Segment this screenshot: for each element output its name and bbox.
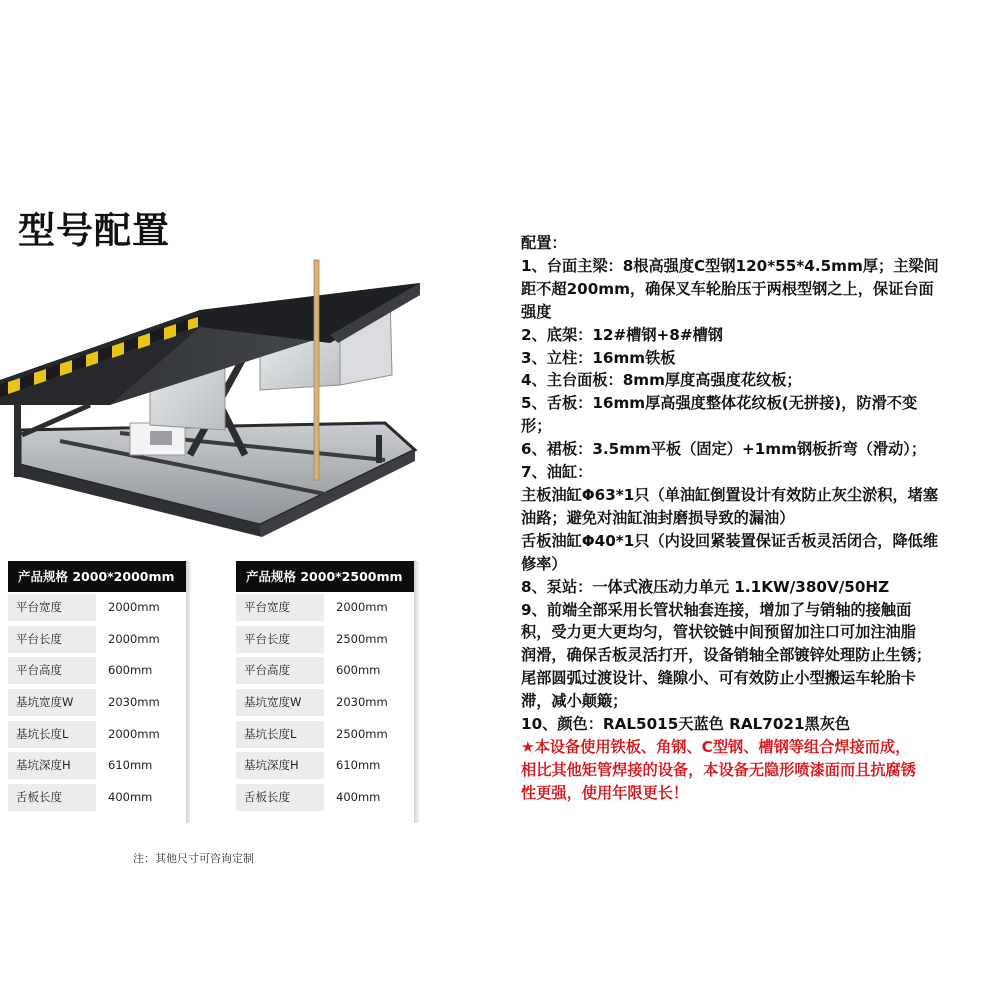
row-label: 平台长度 xyxy=(8,626,96,653)
config-line: 尾部圆弧过渡设计、缝隙小、可有效防止小型搬运车轮胎卡 xyxy=(521,669,916,688)
row-value: 2500mm xyxy=(336,631,388,646)
table-row xyxy=(236,624,414,656)
row-label: 舌板长度 xyxy=(236,784,324,811)
row-value: 610mm xyxy=(336,758,381,773)
row-label: 平台高度 xyxy=(8,657,96,684)
table-row xyxy=(236,687,414,719)
table-row xyxy=(8,687,186,719)
config-line: 修率） xyxy=(521,554,567,573)
row-label: 基坑长度L xyxy=(236,721,324,748)
table-row xyxy=(8,592,186,624)
config-line: 润滑，确保舌板灵活打开，设备销轴全部镀锌处理防止生锈； xyxy=(521,646,932,665)
config-line: 2、底架：12#槽钢+8#槽钢 xyxy=(521,325,723,344)
row-value: 400mm xyxy=(108,790,153,805)
row-value: 2030mm xyxy=(336,695,388,710)
row-value: 610mm xyxy=(108,758,153,773)
config-line: 4、主台面板：8mm厚度高强度花纹板； xyxy=(521,371,802,390)
row-label: 基坑长度L xyxy=(8,721,96,748)
config-line: 滞，减小颠簸； xyxy=(521,692,628,711)
page-title: 型号配置 xyxy=(18,209,170,252)
table-row xyxy=(8,655,186,687)
spec-table-header: 产品规格 2000*2000mm xyxy=(8,561,186,592)
config-line: 7、油缸： xyxy=(521,463,593,482)
spec-table-header: 产品规格 2000*2500mm xyxy=(236,561,414,592)
row-value: 2500mm xyxy=(336,726,388,741)
row-value: 400mm xyxy=(336,790,381,805)
row-value: 2000mm xyxy=(108,631,160,646)
row-value: 600mm xyxy=(336,663,381,678)
row-value: 2000mm xyxy=(336,600,388,614)
row-label: 平台高度 xyxy=(236,657,324,684)
config-line: 强度 xyxy=(521,302,552,321)
table-divider xyxy=(186,561,192,823)
row-value: 600mm xyxy=(108,663,153,678)
custom-size-note: 注：其他尺寸可咨询定制 xyxy=(133,852,254,865)
config-line: 距不超200mm，确保叉车轮胎压于两根型钢之上，保证台面 xyxy=(521,279,934,298)
config-line: 积，受力更大更均匀，管状铰链中间预留加注口可加注油脂 xyxy=(521,623,916,642)
warning-line: 相比其他矩管焊接的设备，本设备无隐形喷漆面而且抗腐锈 xyxy=(521,760,916,779)
config-line: 形； xyxy=(521,417,552,436)
row-label: 平台长度 xyxy=(236,626,324,653)
config-line: 5、舌板：16mm厚高强度整体花纹板(无拼接)，防滑不变 xyxy=(521,394,918,413)
row-value: 2030mm xyxy=(108,695,160,710)
table-row xyxy=(8,782,186,814)
config-heading: 配置： xyxy=(521,234,567,252)
table-divider xyxy=(414,561,420,823)
row-label: 平台宽度 xyxy=(236,594,324,621)
table-row xyxy=(8,750,186,782)
table-row xyxy=(236,782,414,814)
config-line: 8、泵站：一体式液压动力单元 1.1KW/380V/50HZ xyxy=(521,577,890,596)
spec-table-1 xyxy=(8,561,186,814)
table-row xyxy=(236,719,414,751)
config-list xyxy=(521,232,991,805)
warning-line: 性更强，使用年限更长！ xyxy=(521,783,689,802)
config-line: 油路；避免对油缸油封磨损导致的漏油） xyxy=(521,508,795,527)
config-line: 舌板油缸Φ40*1只（内设回紧装置保证舌板灵活闭合，降低维 xyxy=(521,531,939,550)
config-line: 主板油缸Φ63*1只（单油缸倒置设计有效防止灰尘淤积，堵塞 xyxy=(521,485,939,504)
config-line: 1、台面主梁：8根高强度C型钢120*55*4.5mm厚；主梁间 xyxy=(521,256,939,275)
dock-leveler-image xyxy=(0,255,420,545)
config-line: 10、颜色：RAL5015天蓝色 RAL7021黑灰色 xyxy=(521,715,851,734)
table-row xyxy=(8,624,186,656)
row-label: 基坑深度H xyxy=(236,752,324,779)
row-label: 基坑宽度W xyxy=(236,689,324,716)
config-line: 9、前端全部采用长管状轴套连接，增加了与销轴的接触面 xyxy=(521,600,912,619)
table-row xyxy=(236,592,414,624)
row-label: 舌板长度 xyxy=(8,784,96,811)
table-row xyxy=(236,750,414,782)
table-row xyxy=(8,719,186,751)
warning-line: ★本设备使用铁板、角钢、C型钢、槽钢等组合焊接而成， xyxy=(521,737,911,756)
row-label: 基坑宽度W xyxy=(8,689,96,716)
row-label: 基坑深度H xyxy=(8,752,96,779)
row-label: 平台宽度 xyxy=(8,594,96,621)
row-value: 2000mm xyxy=(108,600,160,614)
config-line: 3、立柱：16mm铁板 xyxy=(521,348,676,367)
table-row xyxy=(236,655,414,687)
config-line: 6、裙板：3.5mm平板（固定）+1mm钢板折弯（滑动）； xyxy=(521,440,927,459)
spec-table-2 xyxy=(236,561,414,814)
row-value: 2000mm xyxy=(108,726,160,741)
